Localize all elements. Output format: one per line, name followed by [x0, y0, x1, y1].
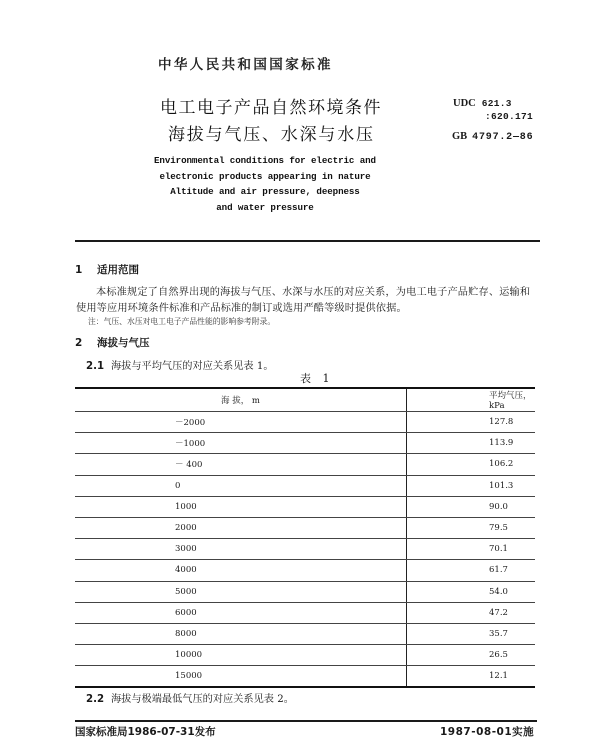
clause-number: 2.1	[86, 361, 105, 372]
altitude-cell: 2000	[75, 517, 407, 538]
section-1-heading	[75, 262, 139, 277]
udc-value-secondary: :620.171	[485, 111, 534, 122]
footer-divider	[75, 720, 537, 722]
english-title-line: Altitude and air pressure, deepness	[170, 186, 360, 197]
table-header-row	[75, 388, 535, 412]
table-row	[75, 581, 535, 602]
altitude-cell: 0	[75, 475, 407, 496]
section-1-paragraph-line: 本标准规定了自然界出现的海拔与气压、水深与水压的对应关系，为电工电子产品贮存、运输和	[96, 287, 531, 298]
pressure-cell: 113.9	[407, 433, 536, 454]
altitude-cell: 10000	[75, 645, 407, 666]
pressure-cell: 90.0	[407, 496, 536, 517]
pressure-cell: 70.1	[407, 539, 536, 560]
clause-2-1	[86, 357, 274, 372]
altitude-pressure-table	[75, 387, 535, 688]
pressure-cell: 61.7	[407, 560, 536, 581]
clause-number: 2.2	[86, 694, 105, 705]
pressure-cell: 101.3	[407, 475, 536, 496]
section-1-note: 注：气压、水压对电工电子产品性能的影响参考附录。	[88, 317, 276, 326]
udc-code	[453, 98, 512, 109]
clause-text: 海拔与平均气压的对应关系见表 1。	[111, 361, 274, 372]
table-row	[75, 539, 535, 560]
table-row	[75, 517, 535, 538]
altitude-cell: 6000	[75, 602, 407, 623]
document-title: 电工电子产品自然环境条件	[160, 98, 382, 118]
section-title: 海拔与气压	[97, 337, 150, 349]
altitude-cell: －2000	[75, 412, 407, 433]
altitude-cell: －1000	[75, 433, 407, 454]
issue-date: 国家标准局1986-07-31发布	[75, 726, 216, 738]
pressure-cell: 47.2	[407, 602, 536, 623]
gb-code	[452, 131, 533, 143]
table-row	[75, 666, 535, 688]
section-title: 适用范围	[97, 264, 139, 276]
table-row	[75, 560, 535, 581]
udc-label: UDC	[453, 98, 476, 109]
gb-label: GB	[452, 131, 468, 142]
section-number: 2	[75, 337, 83, 349]
clause-text: 海拔与极端最低气压的对应关系见表 2。	[111, 694, 294, 705]
pressure-cell: 54.0	[407, 581, 536, 602]
table-row	[75, 475, 535, 496]
altitude-cell: 3000	[75, 539, 407, 560]
altitude-cell: 15000	[75, 666, 407, 688]
pressure-cell: 79.5	[407, 517, 536, 538]
english-title	[150, 153, 380, 215]
table-row	[75, 433, 535, 454]
pressure-cell: 127.8	[407, 412, 536, 433]
section-number: 1	[75, 264, 83, 276]
document-subtitle: 海拔与气压、水深与水压	[168, 125, 375, 145]
altitude-cell: 1000	[75, 496, 407, 517]
altitude-cell: 5000	[75, 581, 407, 602]
pressure-cell: 35.7	[407, 623, 536, 644]
altitude-cell: 4000	[75, 560, 407, 581]
table-caption: 表 1	[300, 372, 334, 385]
header-divider	[75, 240, 540, 242]
pressure-cell: 26.5	[407, 645, 536, 666]
table-row	[75, 496, 535, 517]
english-title-line: Environmental conditions for electric and	[154, 155, 376, 166]
pressure-cell: 106.2	[407, 454, 536, 475]
gb-number: 4797.2—86	[472, 132, 534, 143]
table-row	[75, 454, 535, 475]
issuing-country-standard: 中华人民共和国国家标准	[158, 57, 333, 73]
section-2-heading	[75, 335, 150, 350]
english-title-line: electronic products appearing in nature	[159, 170, 371, 182]
table-row	[75, 645, 535, 666]
english-title-line: and water pressure	[216, 201, 314, 213]
table-row	[75, 602, 535, 623]
effective-date: 1987-08-01实施	[440, 726, 535, 738]
section-1-paragraph-line: 使用等应用环境条件标准和产品标准的制订或选用严酷等级时提供依据。	[76, 303, 407, 314]
column-header-pressure: 平均气压， kPa	[407, 388, 536, 412]
column-header-altitude: 海 拔， m	[75, 388, 407, 412]
altitude-cell: 8000	[75, 623, 407, 644]
table-row	[75, 412, 535, 433]
udc-value: 621.3	[481, 98, 512, 109]
altitude-cell: － 400	[75, 454, 407, 475]
table-row	[75, 623, 535, 644]
clause-2-2	[86, 690, 294, 705]
pressure-cell: 12.1	[407, 666, 536, 688]
